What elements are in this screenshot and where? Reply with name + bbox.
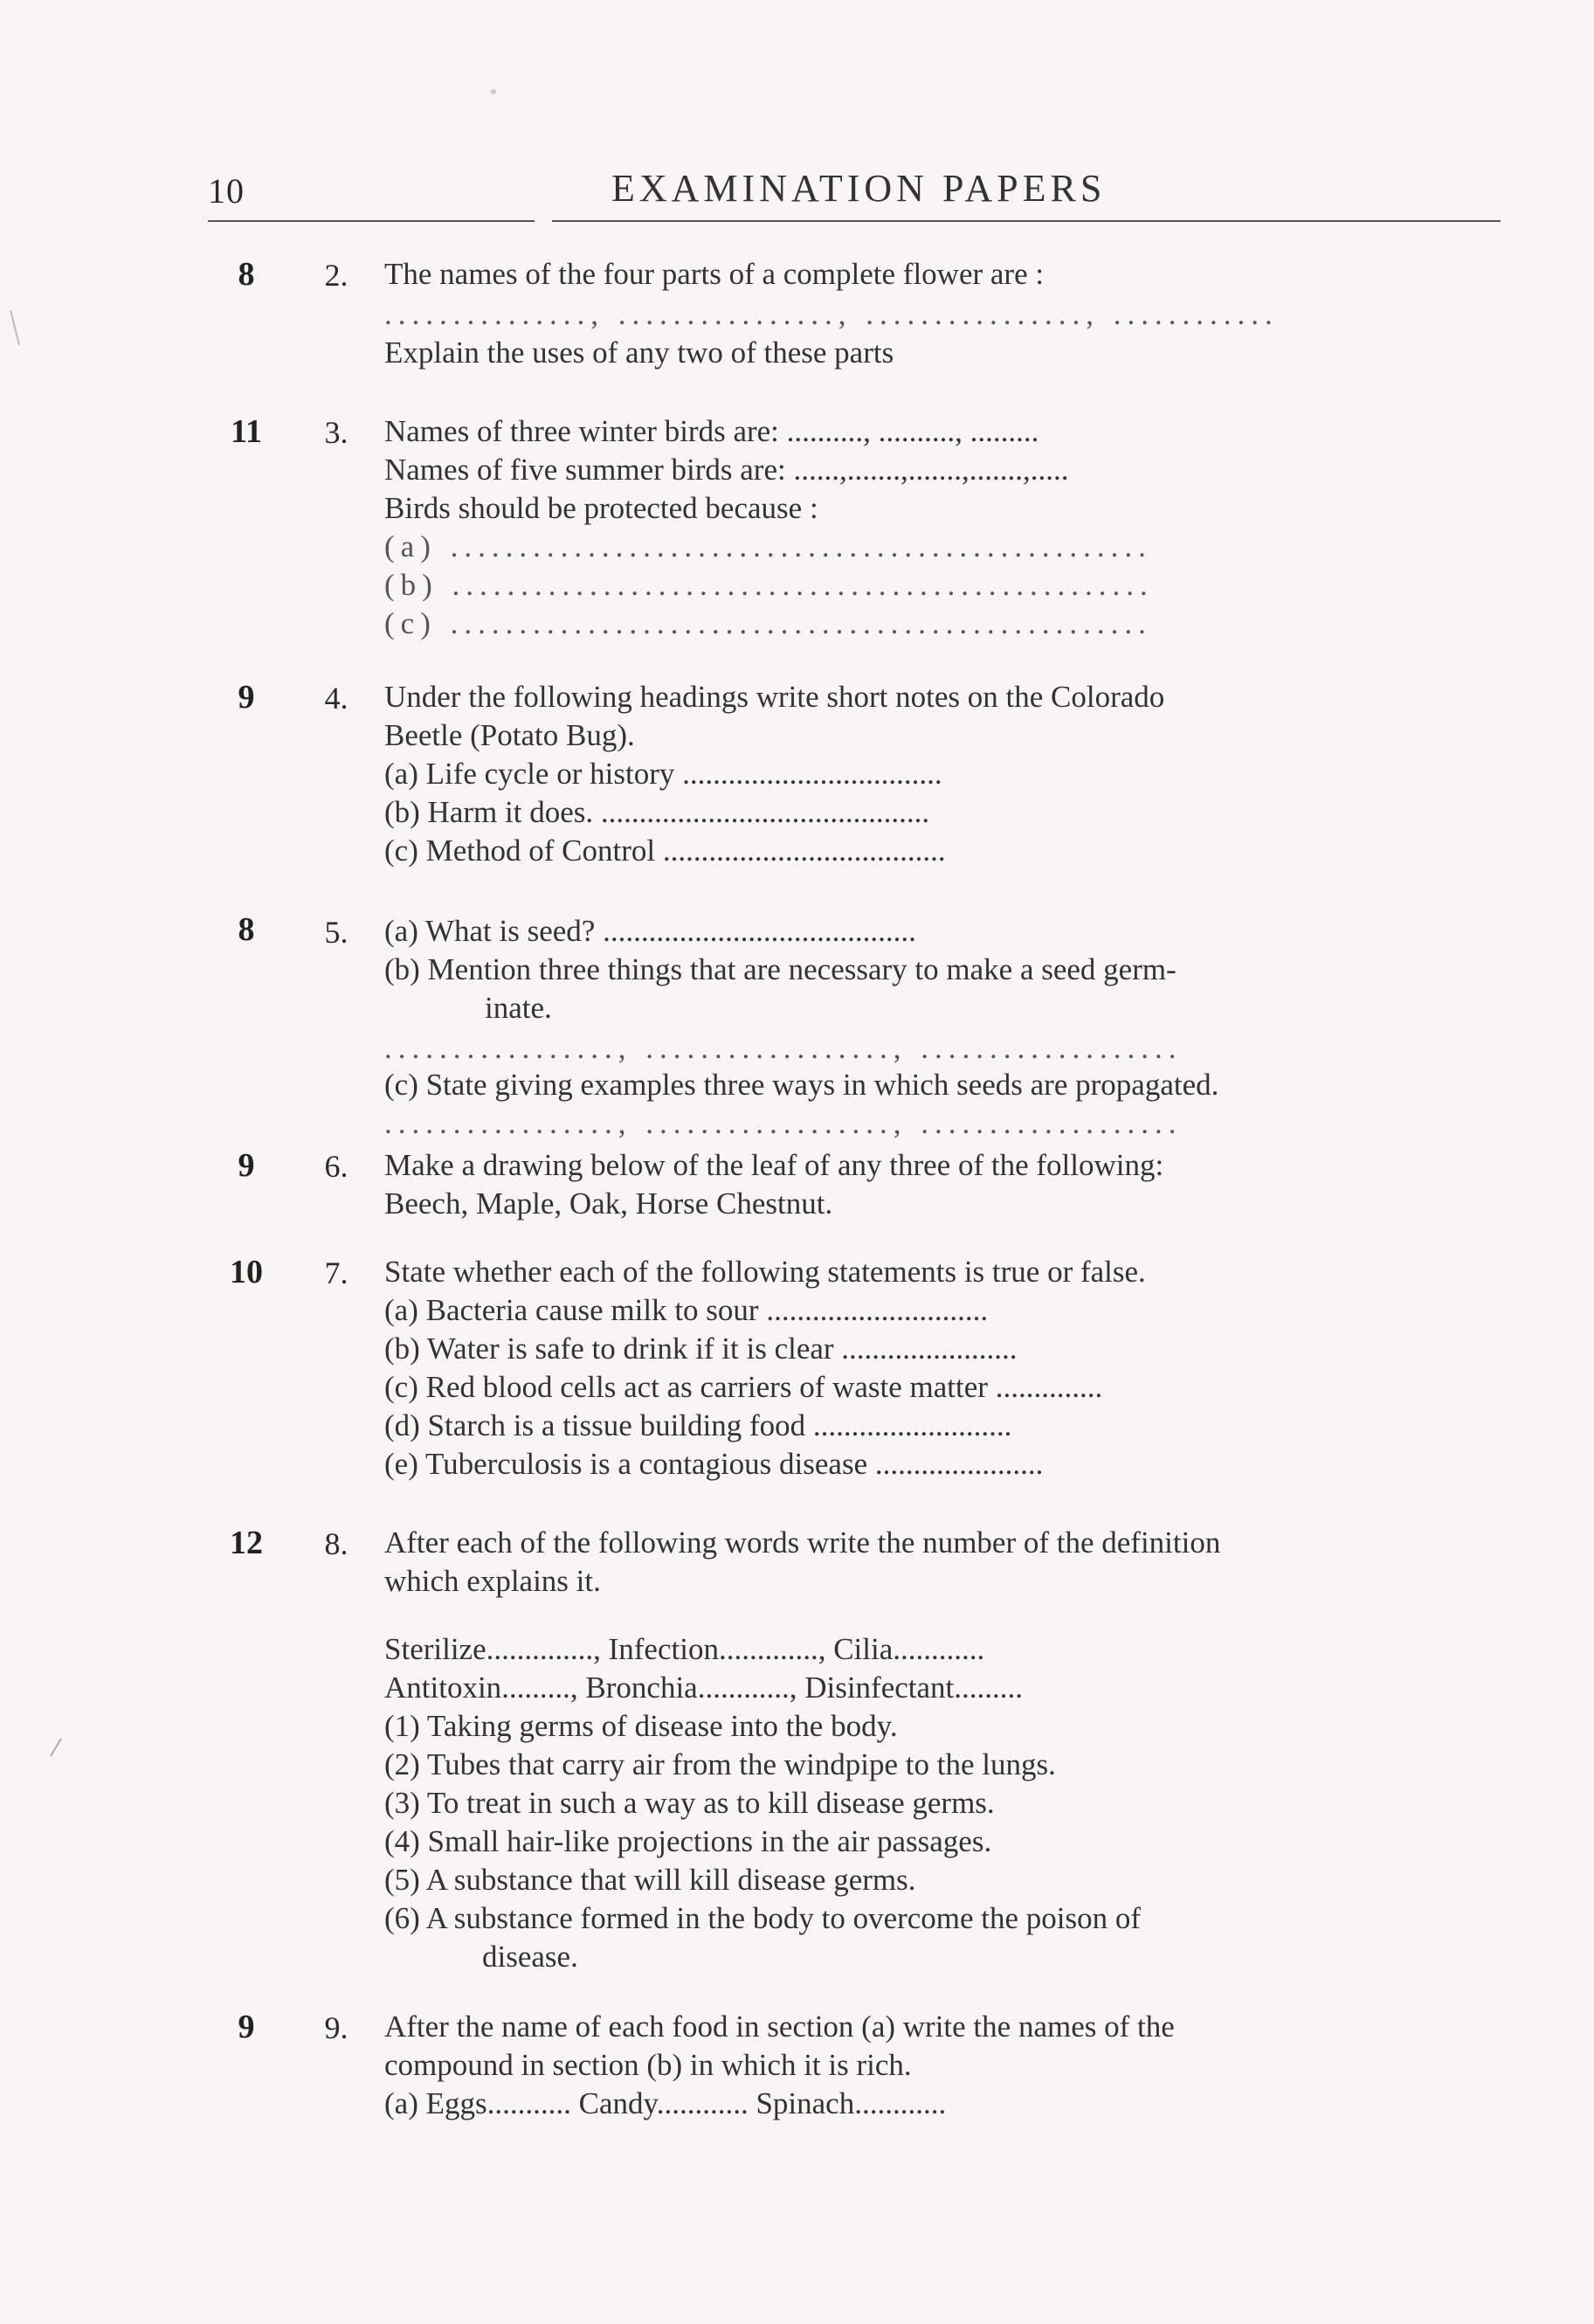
marks-q2: 8 xyxy=(238,256,255,293)
q5-line-b-cont: inate. xyxy=(485,991,552,1025)
header-rule xyxy=(208,220,1501,222)
question-number-3: 3. xyxy=(324,415,348,450)
question-number-8: 8. xyxy=(324,1526,348,1561)
q5-answer-dots-2: ................., .................., ................... xyxy=(384,1106,1183,1140)
q3-line-b: (b) ................................................... xyxy=(384,568,1154,602)
q2-answer-dots: ..............., ................, ................, ............ xyxy=(384,297,1279,331)
question-number-6: 6. xyxy=(324,1149,348,1184)
q8-word-row-1: Sterilize.............., Infection............., Cilia............ xyxy=(384,1632,985,1666)
marks-q6: 9 xyxy=(238,1147,255,1184)
q4-line-2: Beetle (Potato Bug). xyxy=(384,718,635,752)
q3-line-1: Names of three winter birds are: .........., .........., ......... xyxy=(384,414,1039,448)
marks-q7: 10 xyxy=(230,1254,263,1290)
question-number-9: 9. xyxy=(324,2010,348,2045)
marks-q4: 9 xyxy=(238,679,255,716)
q8-line-1: After each of the following words write the number of the definition xyxy=(384,1525,1221,1560)
q7-line-c: (c) Red blood cells act as carriers of waste matter .............. xyxy=(384,1370,1103,1404)
q7-line-1: State whether each of the following statements is true or false. xyxy=(384,1255,1146,1289)
q5-line-a: (a) What is seed? ......................................... xyxy=(384,914,916,948)
q3-line-c: (c) ................................................... xyxy=(384,606,1152,640)
page-title: EXAMINATION PAPERS xyxy=(611,167,1107,210)
q4-line-a: (a) Life cycle or history .................................. xyxy=(384,757,942,791)
marks-q8: 12 xyxy=(230,1525,263,1561)
q8-definition-2: (2) Tubes that carry air from the windpipe to the lungs. xyxy=(384,1747,1056,1781)
q8-definition-6-cont: disease. xyxy=(482,1940,578,1974)
q7-line-d: (d) Starch is a tissue building food .......................... xyxy=(384,1408,1012,1442)
marks-q9: 9 xyxy=(238,2009,255,2045)
q8-word-row-2: Antitoxin........., Bronchia............, Disinfectant......... xyxy=(384,1670,1024,1705)
q3-line-3: Birds should be protected because : xyxy=(384,491,818,525)
q7-line-a: (a) Bacteria cause milk to sour ............................. xyxy=(384,1293,989,1327)
q9-line-1: After the name of each food in section (a) write the names of the xyxy=(384,2009,1175,2044)
q8-definition-1: (1) Taking germs of disease into the body. xyxy=(384,1709,898,1743)
q7-line-e: (e) Tuberculosis is a contagious disease ...................... xyxy=(384,1447,1044,1481)
q8-definition-5: (5) A substance that will kill disease germs. xyxy=(384,1863,916,1897)
q7-line-b: (b) Water is safe to drink if it is clear ....................... xyxy=(384,1331,1018,1366)
q9-line-2: compound in section (b) in which it is rich. xyxy=(384,2048,912,2082)
question-number-2: 2. xyxy=(324,258,348,293)
q5-line-b: (b) Mention three things that are necessary to make a seed germ- xyxy=(384,952,1177,986)
header-rule-gap xyxy=(535,219,552,223)
q6-line-2: Beech, Maple, Oak, Horse Chestnut. xyxy=(384,1186,833,1221)
marks-q3: 11 xyxy=(231,413,262,450)
q4-line-b: (b) Harm it does. ........................................... xyxy=(384,795,930,829)
page-number: 10 xyxy=(208,171,245,211)
q5-line-c: (c) State giving examples three ways in which seeds are propagated. xyxy=(384,1068,1219,1102)
q4-line-1: Under the following headings write short notes on the Colorado xyxy=(384,680,1165,714)
q2-line-3: Explain the uses of any two of these parts xyxy=(384,335,894,370)
q8-definition-6: (6) A substance formed in the body to overcome the poison of xyxy=(384,1901,1142,1935)
marks-q5: 8 xyxy=(238,911,255,948)
q8-definition-4: (4) Small hair-like projections in the air passages. xyxy=(384,1824,992,1858)
q8-line-2: which explains it. xyxy=(384,1564,601,1598)
q5-answer-dots-1: ................., .................., ................... xyxy=(384,1031,1183,1065)
q9-line-a: (a) Eggs........... Candy............ Spinach............ xyxy=(384,2086,947,2120)
q4-line-c: (c) Method of Control ..................................... xyxy=(384,833,946,868)
q3-line-2: Names of five summer birds are: ......,.......,.......,.......,..... xyxy=(384,453,1069,487)
q8-definition-3: (3) To treat in such a way as to kill disease germs. xyxy=(384,1786,995,1820)
question-number-7: 7. xyxy=(324,1255,348,1290)
q6-line-1: Make a drawing below of the leaf of any three of the following: xyxy=(384,1148,1164,1182)
question-number-5: 5. xyxy=(324,915,348,950)
question-number-4: 4. xyxy=(324,681,348,716)
q3-line-a: (a) ................................................... xyxy=(384,529,1152,564)
q2-line-1: The names of the four parts of a complete flower are : xyxy=(384,257,1045,291)
